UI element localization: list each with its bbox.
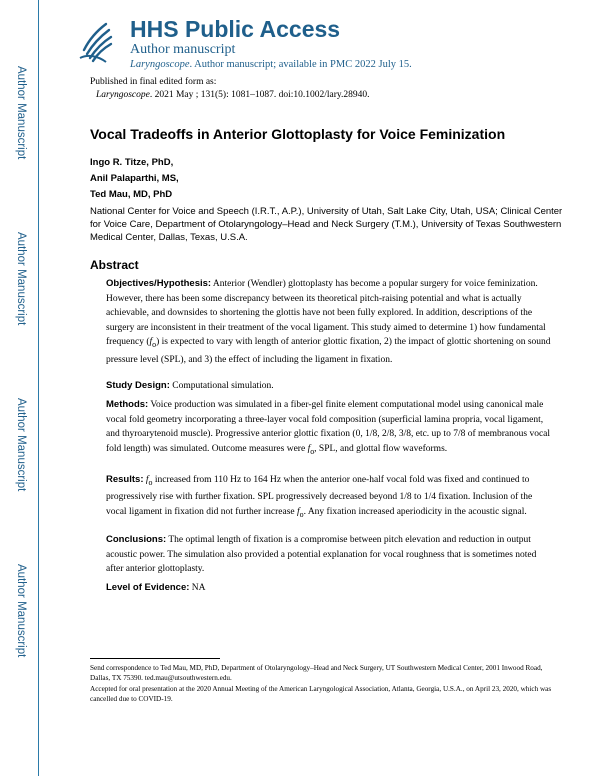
author-name: Ted Mau, MD, PhD [90, 189, 173, 200]
fo-symbol: f [145, 475, 149, 485]
hhs-eagle-logo-icon [76, 20, 114, 64]
fo-subscript: o [310, 446, 315, 456]
author-name: Anil Palaparthi, MS, [90, 173, 179, 184]
presentation-footnote: Accepted for oral presentation at the 2020 Annual Meeting of the American Laryngological Association, Atlanta, Georgia, U.S.A., on April 23, 2020, which was cancelled due to COVID-19. [90, 685, 552, 703]
affiliation: National Center for Voice and Speech (I.R.T., A.P.), University of Utah, Salt Lake City, Utah, USA; Clinical Center for Voice Care, Department of Otolaryngology–Head and Neck Surgery (T.M.), University of Texas Southwestern Medical Center, Dallas, Texas, U.S.A. [90, 206, 563, 243]
article-title: Vocal Tradeoffs in Anterior Glottoplasty for Voice Feminization [90, 126, 506, 142]
results-text-cont: . Any fixation increased aperiodicity in the acoustic signal. [303, 507, 527, 518]
author-manuscript-subtitle: Author manuscript [130, 42, 236, 57]
author-manuscript-label: Author Manuscript [15, 564, 27, 658]
study-design-label: Study Design: [106, 380, 170, 391]
citation [96, 90, 370, 100]
fo-symbol: f [149, 337, 153, 348]
fo-symbol: f [297, 507, 300, 518]
conclusions-text: The optimal length of fixation is a compromise between pitch elevation and reduction in output acoustic power. The simulation also provided a potential explanation for vocal roughness that is sometimes noted after anterior glottoplasty. [106, 535, 537, 575]
evidence-paragraph [106, 581, 554, 596]
journal-name: Laryngoscope [130, 59, 190, 70]
fo-subscript: o [152, 340, 157, 350]
conclusions-label: Conclusions: [106, 534, 167, 545]
evidence-text: NA [189, 583, 206, 593]
conclusions-paragraph [106, 533, 554, 577]
hhs-public-access-title: HHS Public Access [130, 16, 341, 42]
objectives-text: Anterior (Wendler) glottoplasty has become a popular surgery for voice feminization. However, there has been some discrepancy between its theoretical pitch-raising potential and what is actually achievable, and downsides to shortening the glottis have not been fully explored. In addition, descriptions of the surgery are inconsistent in their treatment of the vocal ligament. This study aimed to determine 1) how fundamental frequency ( [106, 279, 546, 348]
left-sidebar [0, 0, 39, 776]
availability-text: . Author manuscript; available in PMC 2022 July 15. [189, 59, 412, 70]
published-label: Published in final edited form as: [90, 77, 217, 87]
methods-text: Voice production was simulated in a fiber-gel finite element computational model using canonical male vocal fold geometry incorporating a three-layer vocal fold composition (superficial lamina propria, vocal ligament, and thyroarytenoid muscle). Progressive anterior glottic fixation (0, 1/8, 2/8, 3/8, etc. up to 7/8 of membranous vocal fold length) was simulated. Outcome measures were [106, 400, 551, 454]
methods-label: Methods: [106, 399, 149, 410]
fo-symbol: f [307, 443, 311, 454]
footnote-divider [90, 658, 220, 659]
results-label: Results: [106, 474, 144, 485]
objectives-label: Objectives/Hypothesis: [106, 278, 212, 289]
correspondence-footnote: Send correspondence to Ted Mau, MD, PhD, Department of Otolaryngology–Head and Neck Surgery, UT Southwestern Medical Center, 2001 Inwood Road, Dallas, TX 75390. ted.mau@utsouthwestern.edu. [90, 664, 543, 682]
author-manuscript-label: Author Manuscript [15, 232, 27, 326]
author-name: Ingo R. Titze, PhD, [90, 157, 174, 168]
methods-text-cont: , SPL, and glottal flow waveforms. [314, 443, 448, 454]
study-design-paragraph [106, 379, 554, 394]
citation-details: . 2021 May ; 131(5): 1081–1087. doi:10.1002/lary.28940. [149, 90, 370, 100]
methods-paragraph [106, 398, 554, 459]
results-text: increased from 110 Hz to 164 Hz when the anterior one-half vocal fold was fixed and continued to progressively rise with further fixation. SPL progressively decreased beyond 1/8 to 1/4 fixation. Inclusion of the vocal ligament in fixation did not further increase [106, 475, 533, 518]
results-paragraph [106, 473, 554, 523]
author-manuscript-label: Author Manuscript [15, 66, 27, 160]
citation-journal: Laryngoscope [96, 90, 150, 100]
objectives-text-cont: ) is expected to vary with length of anterior glottic fixation, 2) the impact of glottic shortening on sound pressure level (SPL), and 3) the effect of including the ligament in fixation. [106, 337, 551, 365]
abstract-heading: Abstract [90, 258, 139, 272]
author-manuscript-label: Author Manuscript [15, 398, 27, 492]
study-design-text: Computational simulation. [169, 381, 274, 391]
fo-subscript: o [148, 477, 153, 487]
availability-line [130, 59, 412, 70]
evidence-label: Level of Evidence: [106, 582, 190, 593]
fo-subscript: o [299, 509, 304, 519]
objectives-paragraph [106, 277, 554, 367]
